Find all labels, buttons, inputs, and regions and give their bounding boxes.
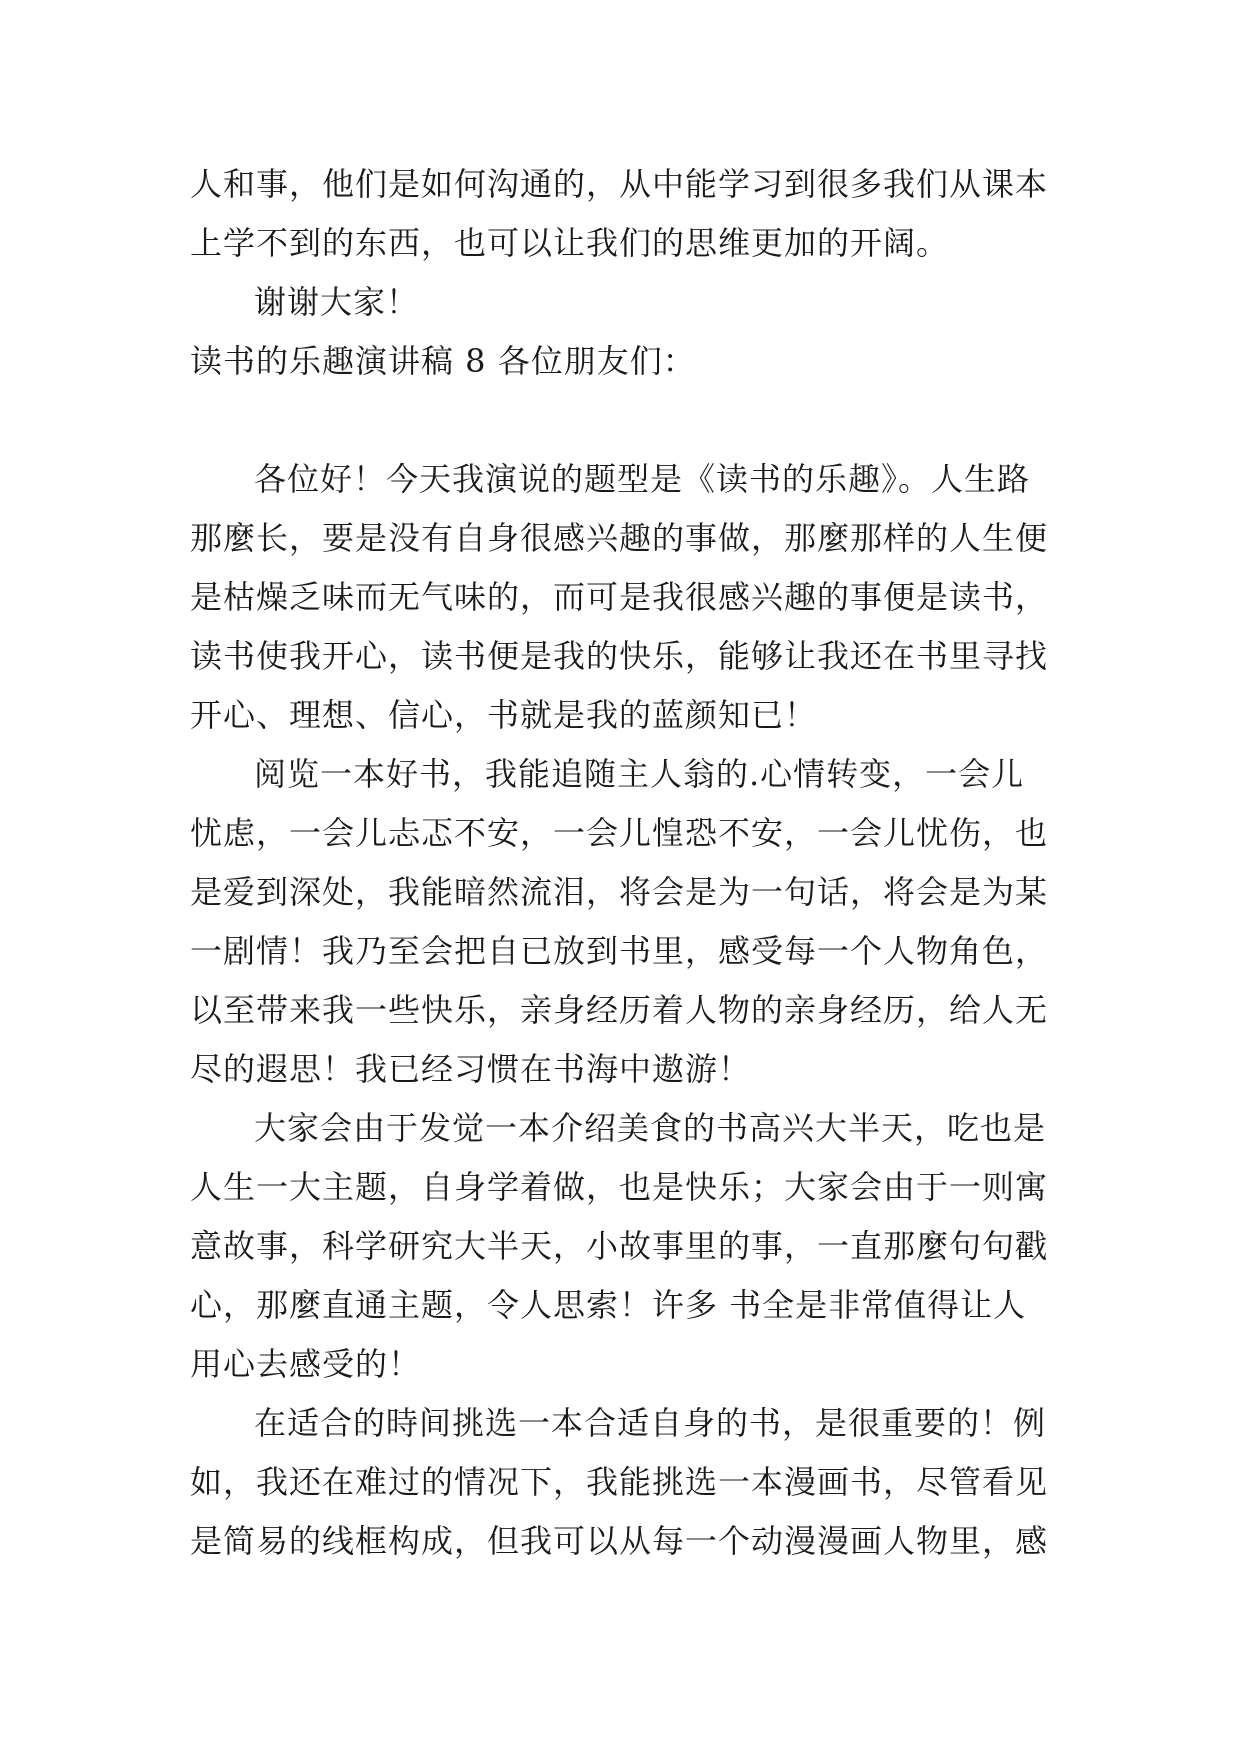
- text-line: 是简易的线框构成，但我可以从每一个动漫漫画人物里，感: [190, 1522, 1049, 1560]
- text-line: 尽的遐思！我已经习惯在书海中遨游！: [190, 1050, 752, 1088]
- text-line: 意故事，科学研究大半天，小故事里的事，一直那麼句句戳: [190, 1227, 1049, 1265]
- section-heading: 读书的乐趣演讲稿 8 各位朋友们：: [190, 342, 696, 380]
- text-line: 用心去感受的！: [190, 1345, 422, 1383]
- text-line: 上学不到的东西，也可以让我们的思维更加的开阔。: [190, 224, 950, 262]
- text-line: 大家会由于发觉一本介绍美食的书高兴大半天，吃也是: [254, 1109, 1047, 1147]
- text-line: 开心、理想、信心，书就是我的蓝颜知已！: [190, 696, 818, 734]
- text-line: 阅览一本好书，我能追随主人翁的.心情转变，一会儿: [254, 755, 1025, 793]
- text-line: 在适合的時间挑选一本合适自身的书，是很重要的！例: [254, 1404, 1047, 1442]
- text-line: 人生一大主题，自身学着做，也是快乐；大家会由于一则寓: [190, 1168, 1049, 1206]
- text-line: 以至带来我一些快乐，亲身经历着人物的亲身经历，给人无: [190, 991, 1049, 1029]
- text-line: 是枯燥乏味而无气味的，而可是我很感兴趣的事便是读书，: [190, 578, 1049, 616]
- text-line: 人和事，他们是如何沟通的，从中能学习到很多我们从课本: [190, 165, 1049, 203]
- text-line: 那麼长，要是没有自身很感兴趣的事做，那麼那样的人生便: [190, 519, 1049, 557]
- closing-line: 谢谢大家！: [254, 283, 420, 321]
- text-line: 如，我还在难过的情况下，我能挑选一本漫画书，尽管看见: [190, 1463, 1049, 1501]
- text-line: 读书使我开心，读书便是我的快乐，能够让我还在书里寻找: [190, 637, 1049, 675]
- text-line: 各位好！今天我演说的题型是《读书的乐趣》。人生路: [254, 460, 1031, 498]
- document-body: [190, 155, 1060, 1571]
- text-line: 一剧情！我乃至会把自已放到书里，感受每一个人物角色，: [190, 932, 1049, 970]
- text-line: 忧虑，一会儿忐忑不安，一会儿惶恐不安，一会儿忧伤，也: [190, 814, 1049, 852]
- text-line: 是爱到深处，我能暗然流泪，将会是为一句话，将会是为某: [190, 873, 1049, 911]
- blank-line: [190, 391, 1060, 450]
- text-line: 心，那麼直通主题，令人思索！许多 书全是非常值得让人: [190, 1286, 1027, 1324]
